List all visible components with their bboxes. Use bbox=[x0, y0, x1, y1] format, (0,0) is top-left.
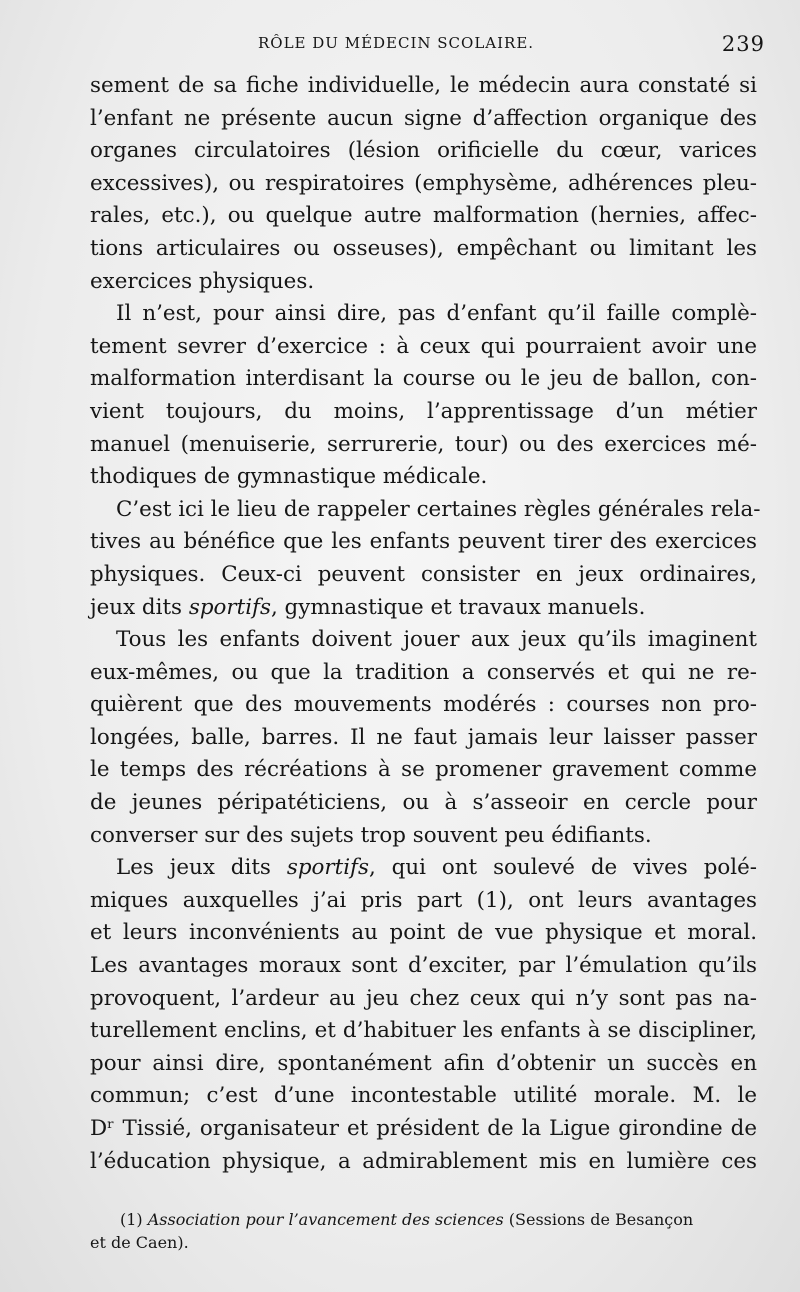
italic-term: sportifs bbox=[286, 855, 369, 881]
paragraph-4 bbox=[90, 624, 757, 852]
text-line: tement sevrer d’exercice : à ceux qui pourraient avoir une bbox=[90, 333, 757, 359]
text-line: thodiques de gymnastique médicale. bbox=[90, 464, 488, 490]
text-line: manuel (menuiserie, serrurerie, tour) ou des exercices mé- bbox=[90, 431, 757, 457]
text-line: turellement enclins, et d’habituer les enfants à se discipliner, bbox=[90, 1018, 757, 1044]
footnote-marker: (1) bbox=[120, 1210, 148, 1229]
text-line: commun; c’est d’une incontestable utilité morale. M. le bbox=[90, 1083, 757, 1109]
text-line: excessives), ou respiratoires (emphysème, adhérences pleu- bbox=[90, 170, 757, 196]
text-line bbox=[90, 592, 757, 625]
text-line: et leurs inconvénients au point de vue physique et moral. bbox=[90, 920, 757, 946]
text-line: miques auxquelles j’ai pris part (1), ont leurs avantages bbox=[90, 887, 757, 913]
page-number: 239 bbox=[721, 32, 765, 56]
text-line: converser sur des sujets trop souvent peu édifiants. bbox=[90, 822, 652, 848]
text-fragment: , qui ont soulevé de vives polé- bbox=[368, 855, 757, 881]
text-line: malformation interdisant la course ou le jeu de ballon, con- bbox=[90, 366, 757, 392]
text-line: tives au bénéfice que les enfants peuvent tirer des exercices bbox=[90, 529, 757, 555]
text-line: quièrent que des mouvements modérés : courses non pro- bbox=[90, 692, 757, 718]
text-line: exercices physiques. bbox=[90, 268, 315, 294]
text-line: sement de sa fiche individuelle, le médecin aura constaté si bbox=[90, 73, 757, 98]
text-line: eux-mêmes, ou que la tradition a conservés et qui ne re- bbox=[90, 659, 757, 685]
paragraph-2 bbox=[90, 298, 757, 494]
text-line: C’est ici le lieu de rappeler certaines règles générales rela- bbox=[116, 496, 761, 522]
text-fragment: , gymnastique et travaux manuels. bbox=[270, 594, 646, 620]
text-fragment: jeux dits bbox=[90, 594, 189, 620]
text-line: vient toujours, du moins, l’apprentissage d’un métier bbox=[90, 398, 757, 424]
running-head bbox=[90, 30, 765, 60]
text-line: de jeunes péripatéticiens, ou à s’asseoir en cercle pour bbox=[90, 790, 757, 816]
text-line: Il n’est, pour ainsi dire, pas d’enfant qu’il faille complè- bbox=[116, 301, 757, 327]
text-line: provoquent, l’ardeur au jeu chez ceux qui n’y sont pas na- bbox=[90, 985, 757, 1011]
text-line: pour ainsi dire, spontanément afin d’obtenir un succès en bbox=[90, 1050, 757, 1076]
footnote-line: et de Caen). bbox=[90, 1233, 189, 1252]
footnote-title: Association pour l’avancement des sciences bbox=[147, 1210, 504, 1229]
text-fragment: Les jeux dits bbox=[116, 855, 287, 881]
running-title: RÔLE DU MÉDECIN SCOLAIRE. bbox=[258, 34, 535, 52]
text-line: le temps des récréations à se promener gravement comme bbox=[90, 757, 757, 783]
footnote bbox=[90, 1208, 757, 1254]
text-line: Tous les enfants doivent jouer aux jeux qu’ils imaginent bbox=[116, 627, 757, 653]
italic-term: sportifs bbox=[188, 594, 271, 620]
text-line bbox=[90, 852, 757, 885]
text-line: organes circulatoires (lésion orificielle du cœur, varices bbox=[90, 138, 757, 164]
text-line: Dʳ Tissié, organisateur et président de la Ligue girondine de bbox=[90, 1116, 757, 1141]
text-line: Les avantages moraux sont d’exciter, par l’émulation qu’ils bbox=[90, 953, 757, 979]
text-line: physiques. Ceux-ci peuvent consister en jeux ordinaires, bbox=[90, 561, 757, 587]
text-line: l’enfant ne présente aucun signe d’affection organique des bbox=[90, 105, 757, 131]
body-text bbox=[90, 70, 761, 1178]
text-fragment: (Sessions de Besançon bbox=[503, 1210, 694, 1229]
text-line: l’éducation physique, a admirablement mis en lumière ces bbox=[90, 1148, 757, 1174]
paragraph-5 bbox=[90, 852, 757, 1178]
paragraph-1 bbox=[90, 70, 757, 298]
text-line: longées, balle, barres. Il ne faut jamais leur laisser passer bbox=[90, 724, 757, 750]
text-line: tions articulaires ou osseuses), empêchant ou limitant les bbox=[90, 235, 757, 261]
footnote-line bbox=[90, 1208, 757, 1231]
text-line: rales, etc.), ou quelque autre malformation (hernies, affec- bbox=[90, 203, 757, 229]
paragraph-3 bbox=[90, 494, 761, 624]
